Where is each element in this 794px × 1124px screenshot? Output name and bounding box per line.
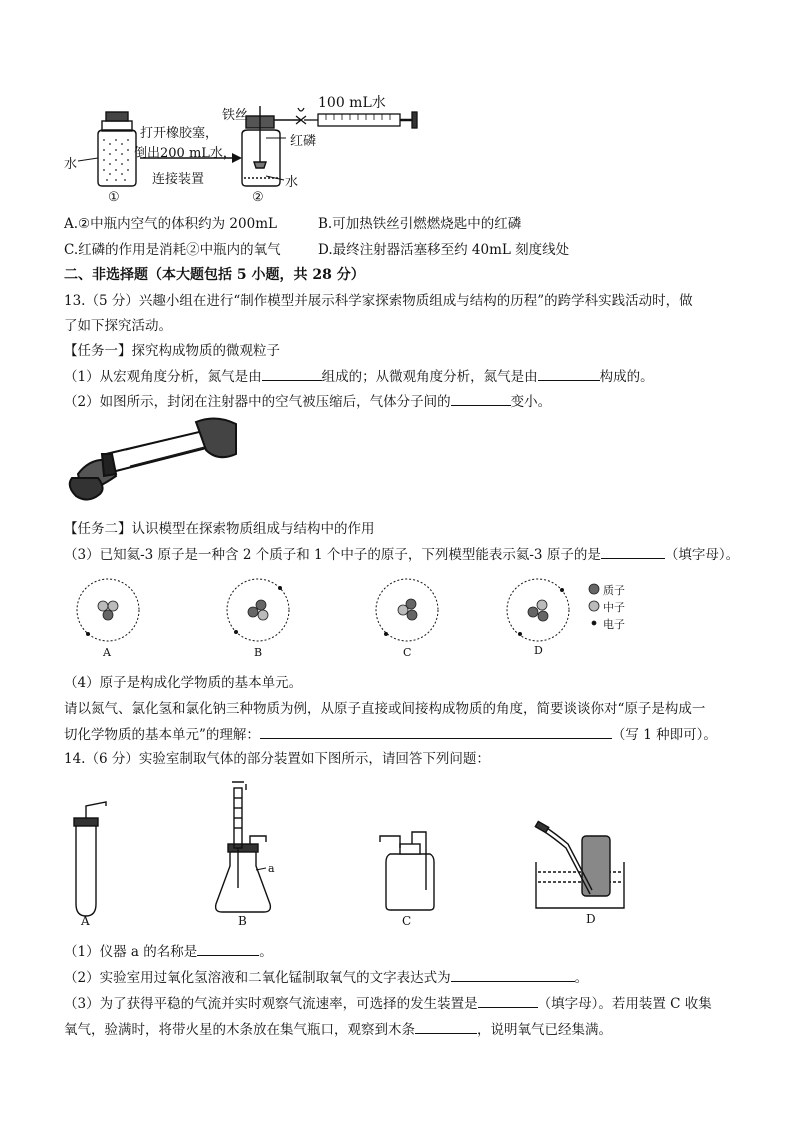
q12-option-d: D.最终注射器活塞移至约 40mL 刻度线处: [318, 242, 570, 258]
q14-1-blank[interactable]: [197, 941, 259, 956]
section-2-title: 二、非选择题（本大题包括 5 小题，共 28 分）: [64, 267, 365, 283]
figure-number-2: ②: [252, 190, 264, 205]
q13-1-text-a: （1）从宏观角度分析，氮气是由: [64, 369, 262, 385]
q14-3-text-a: （3）为了获得平稳的气流并实时观察气流速率，可选择的发生装置是: [64, 996, 478, 1012]
q13-1-blank-2[interactable]: [538, 366, 600, 381]
q14-question-2: [64, 967, 588, 988]
model-b-nucleus: [248, 600, 268, 620]
q13-task1-heading: 【任务一】探究构成物质的微观粒子: [64, 343, 280, 359]
figure-number-1: ①: [108, 190, 120, 205]
q14-question-1: [64, 941, 273, 962]
q13-question-4: （4）原子是构成化学物质的基本单元。: [64, 675, 303, 691]
q12-option-a: A.②中瓶内空气的体积约为 200mL: [64, 216, 277, 232]
q14-stem: 14.（6 分）实验室制取气体的部分装置如下图所示，请回答下列问题：: [64, 751, 490, 767]
arrow-text-2: 倒出200 mL水，: [134, 146, 236, 161]
q13-4-line3: [64, 724, 717, 745]
syringe-label: 100 mL水: [318, 95, 386, 111]
q14-1-text-b: 。: [259, 944, 273, 960]
q13-stem-line1: 13.（5 分）兴趣小组在进行“制作模型并展示科学家探索物质组成与结构的历程”的跨学科实践活动时，做: [64, 293, 693, 309]
model-label-a: A: [103, 646, 111, 659]
apparatus-label-a: A: [81, 914, 90, 928]
apparatus-label-d: D: [586, 912, 596, 926]
model-c-nucleus: [398, 599, 417, 620]
red-phosphorus-label: 红磷: [290, 134, 317, 149]
apparatus-c-bottle: [380, 832, 434, 910]
q14-2-text-a: （2）实验室用过氧化氢溶液和二氧化锰制取氧气的文字表达式为: [64, 970, 451, 986]
q13-3-text-a: （3）已知氦-3 原子是一种含 2 个质子和 1 个中子的原子，下列模型能表示氦-3 原子的是: [64, 547, 601, 563]
arrow-text-3: 连接装置: [152, 172, 205, 187]
q13-question-1: [64, 366, 654, 387]
legend-symbols: [589, 584, 599, 625]
atom-models-figure: [70, 572, 650, 664]
apparatus-d-trough: [535, 821, 624, 908]
model-label-d: D: [534, 644, 543, 657]
apparatus-label-c: C: [402, 914, 412, 928]
legend-neutron-label: 中子: [603, 601, 625, 614]
q14-3-blank-1[interactable]: [478, 993, 538, 1008]
clamp-icon: [296, 108, 306, 124]
water-dots: [103, 139, 129, 181]
q13-1-blank-1[interactable]: [262, 366, 322, 381]
q14-3-text-c: 氧气，验满时，将带火星的木条放在集气瓶口，观察到木条: [64, 1022, 415, 1038]
q13-3-text-b: （填字母）。: [664, 547, 740, 563]
q13-1-text-c: 构成的。: [599, 369, 654, 385]
q13-4-text-b: （写 1 种即可）。: [611, 727, 717, 743]
model-a-electron: [86, 632, 90, 636]
q13-stem-line2: 了如下探究活动。: [64, 318, 172, 334]
legend-proton-label: 质子: [603, 584, 625, 597]
water-label-left: 水: [64, 157, 78, 172]
q13-2-text-b: 变小。: [510, 394, 552, 410]
q13-4-line2: 请以氮气、氯化氢和氯化钠三种物质为例，从原子直接或间接构成物质的角度，简要谈谈你对“原子是构成一: [64, 701, 706, 717]
apparatus-a-test-tube: [74, 802, 106, 916]
apparatus-b-flask: [216, 782, 271, 912]
q12-option-b: B.可加热铁丝引燃燃烧匙中的红磷: [318, 216, 522, 232]
q14-3-line2: [64, 1019, 612, 1040]
model-d-nucleus: [528, 600, 548, 621]
q14-1-text-a: （1）仪器 a 的名称是: [64, 944, 198, 960]
q13-3-blank[interactable]: [601, 544, 665, 559]
q13-task2-heading: 【任务二】认识模型在探索物质组成与结构中的作用: [64, 521, 375, 537]
syringe: [304, 112, 417, 128]
q13-question-2: [64, 391, 551, 412]
model-label-c: C: [403, 646, 412, 659]
model-label-b: B: [254, 646, 263, 659]
q12-option-c: C.红磷的作用是消耗②中瓶内的氧气: [64, 242, 281, 258]
bottle-1: [98, 112, 136, 186]
q14-3-text-d: ，说明氧气已经集满。: [477, 1022, 612, 1038]
q14-2-blank[interactable]: [451, 967, 575, 982]
compressed-syringe-image: [66, 414, 242, 514]
iron-wire-label: 铁丝: [222, 108, 249, 123]
q13-question-3: [64, 544, 739, 565]
q14-3-text-b: （填字母）。若用装置 C 收集: [537, 996, 712, 1012]
q14-apparatus-figure: [66, 778, 666, 928]
apparatus-label-b: B: [238, 914, 247, 928]
q13-1-text-b: 组成的；从微观角度分析，氮气是由: [321, 369, 538, 385]
legend-electron-label: 电子: [603, 618, 625, 631]
q13-4-blank[interactable]: [260, 724, 612, 739]
q13-2-text-a: （2）如图所示，封闭在注射器中的空气被压缩后，气体分子间的: [64, 394, 451, 410]
label-a-instrument: a: [268, 862, 275, 875]
q13-4-text-a: 切化学物质的基本单元”的理解：: [64, 727, 260, 743]
water-label-right: 水: [285, 175, 299, 190]
model-a-nucleus: [98, 601, 118, 620]
q14-question-3: [64, 993, 712, 1014]
arrow-text-1: 打开橡胶塞，: [140, 126, 219, 141]
q14-2-text-b: 。: [574, 970, 589, 986]
q13-2-blank[interactable]: [451, 391, 511, 406]
q14-3-blank-2[interactable]: [415, 1019, 477, 1034]
